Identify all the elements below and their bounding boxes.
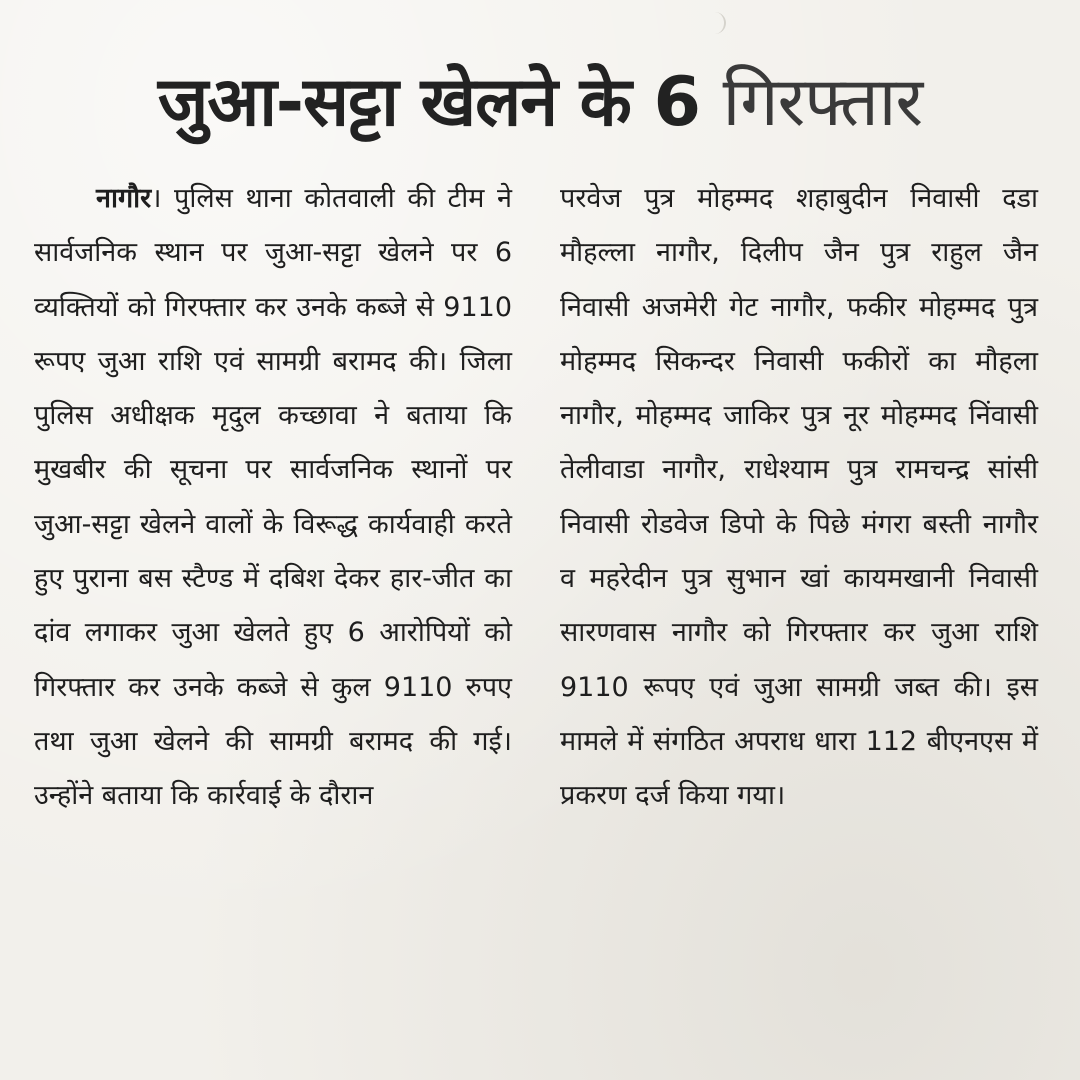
left-column-body: । पुलिस थाना कोतवाली की टीम ने सार्वजनिक स्थान पर जुआ-सट्टा खेलने पर 6 व्यक्तियों को गिरफ्तार कर उनके कब्जे से 9110 रूपए जुआ राशि एवं सामग्री बरामद की। जिला पुलिस अधीक्षक मृदुल कच्छावा ने बताया कि मुखबीर की सूचना पर सार्वजनिक स्थानों पर जुआ-सट्टा खेलने वालों के विरूद्ध कार्यवाही करते हुए पुराना बस स्टैण्ड में दबिश देकर हार-जीत का दांव लगाकर जुआ खेलते हुए 6 आरोपियों को गिरफ्तार कर उनके कब्जे से कुल 9110 रुपए तथा जुआ खेलने की सामग्री बरामद की गई। उन्होंने बताया कि कार्रवाई के दौरान xyxy=(34,183,512,812)
left-column-paragraph xyxy=(34,172,512,824)
right-column-paragraph: परवेज पुत्र मोहम्मद शहाबुदीन निवासी दडा मौहल्ला नागौर, दिलीप जैन पुत्र राहुल जैन निवासी अजमेरी गेट नागौर, फकीर मोहम्मद पुत्र मोहम्मद सिकन्दर निवासी फकीरों का मौहला नागौर, मोहम्मद जाकिर पुत्र नूर मोहम्मद निंवासी तेलीवाडा नागौर, राधेश्याम पुत्र रामचन्द्र सांसी निवासी रोडवेज डिपो के पिछे मंगरा बस्ती नागौर व महरेदीन पुत्र सुभान खां कायमखानी निवासी सारणवास नागौर को गिरफ्तार कर जुआ राशि 9110 रूपए एवं जुआ सामग्री जब्त की। इस मामले में संगठित अपराध धारा 112 बीएनएस में प्रकरण दर्ज किया गया। xyxy=(560,183,1038,812)
article-headline xyxy=(40,48,1040,158)
article-column-left xyxy=(34,172,512,824)
paper-scratch-mark xyxy=(706,12,726,34)
dateline: नागौर xyxy=(96,183,152,214)
article-column-right xyxy=(560,172,1038,824)
headline-accent-text: गिरफ्तार xyxy=(722,63,923,142)
headline-main-text: जुआ-सट्टा खेलने के 6 xyxy=(157,63,700,142)
